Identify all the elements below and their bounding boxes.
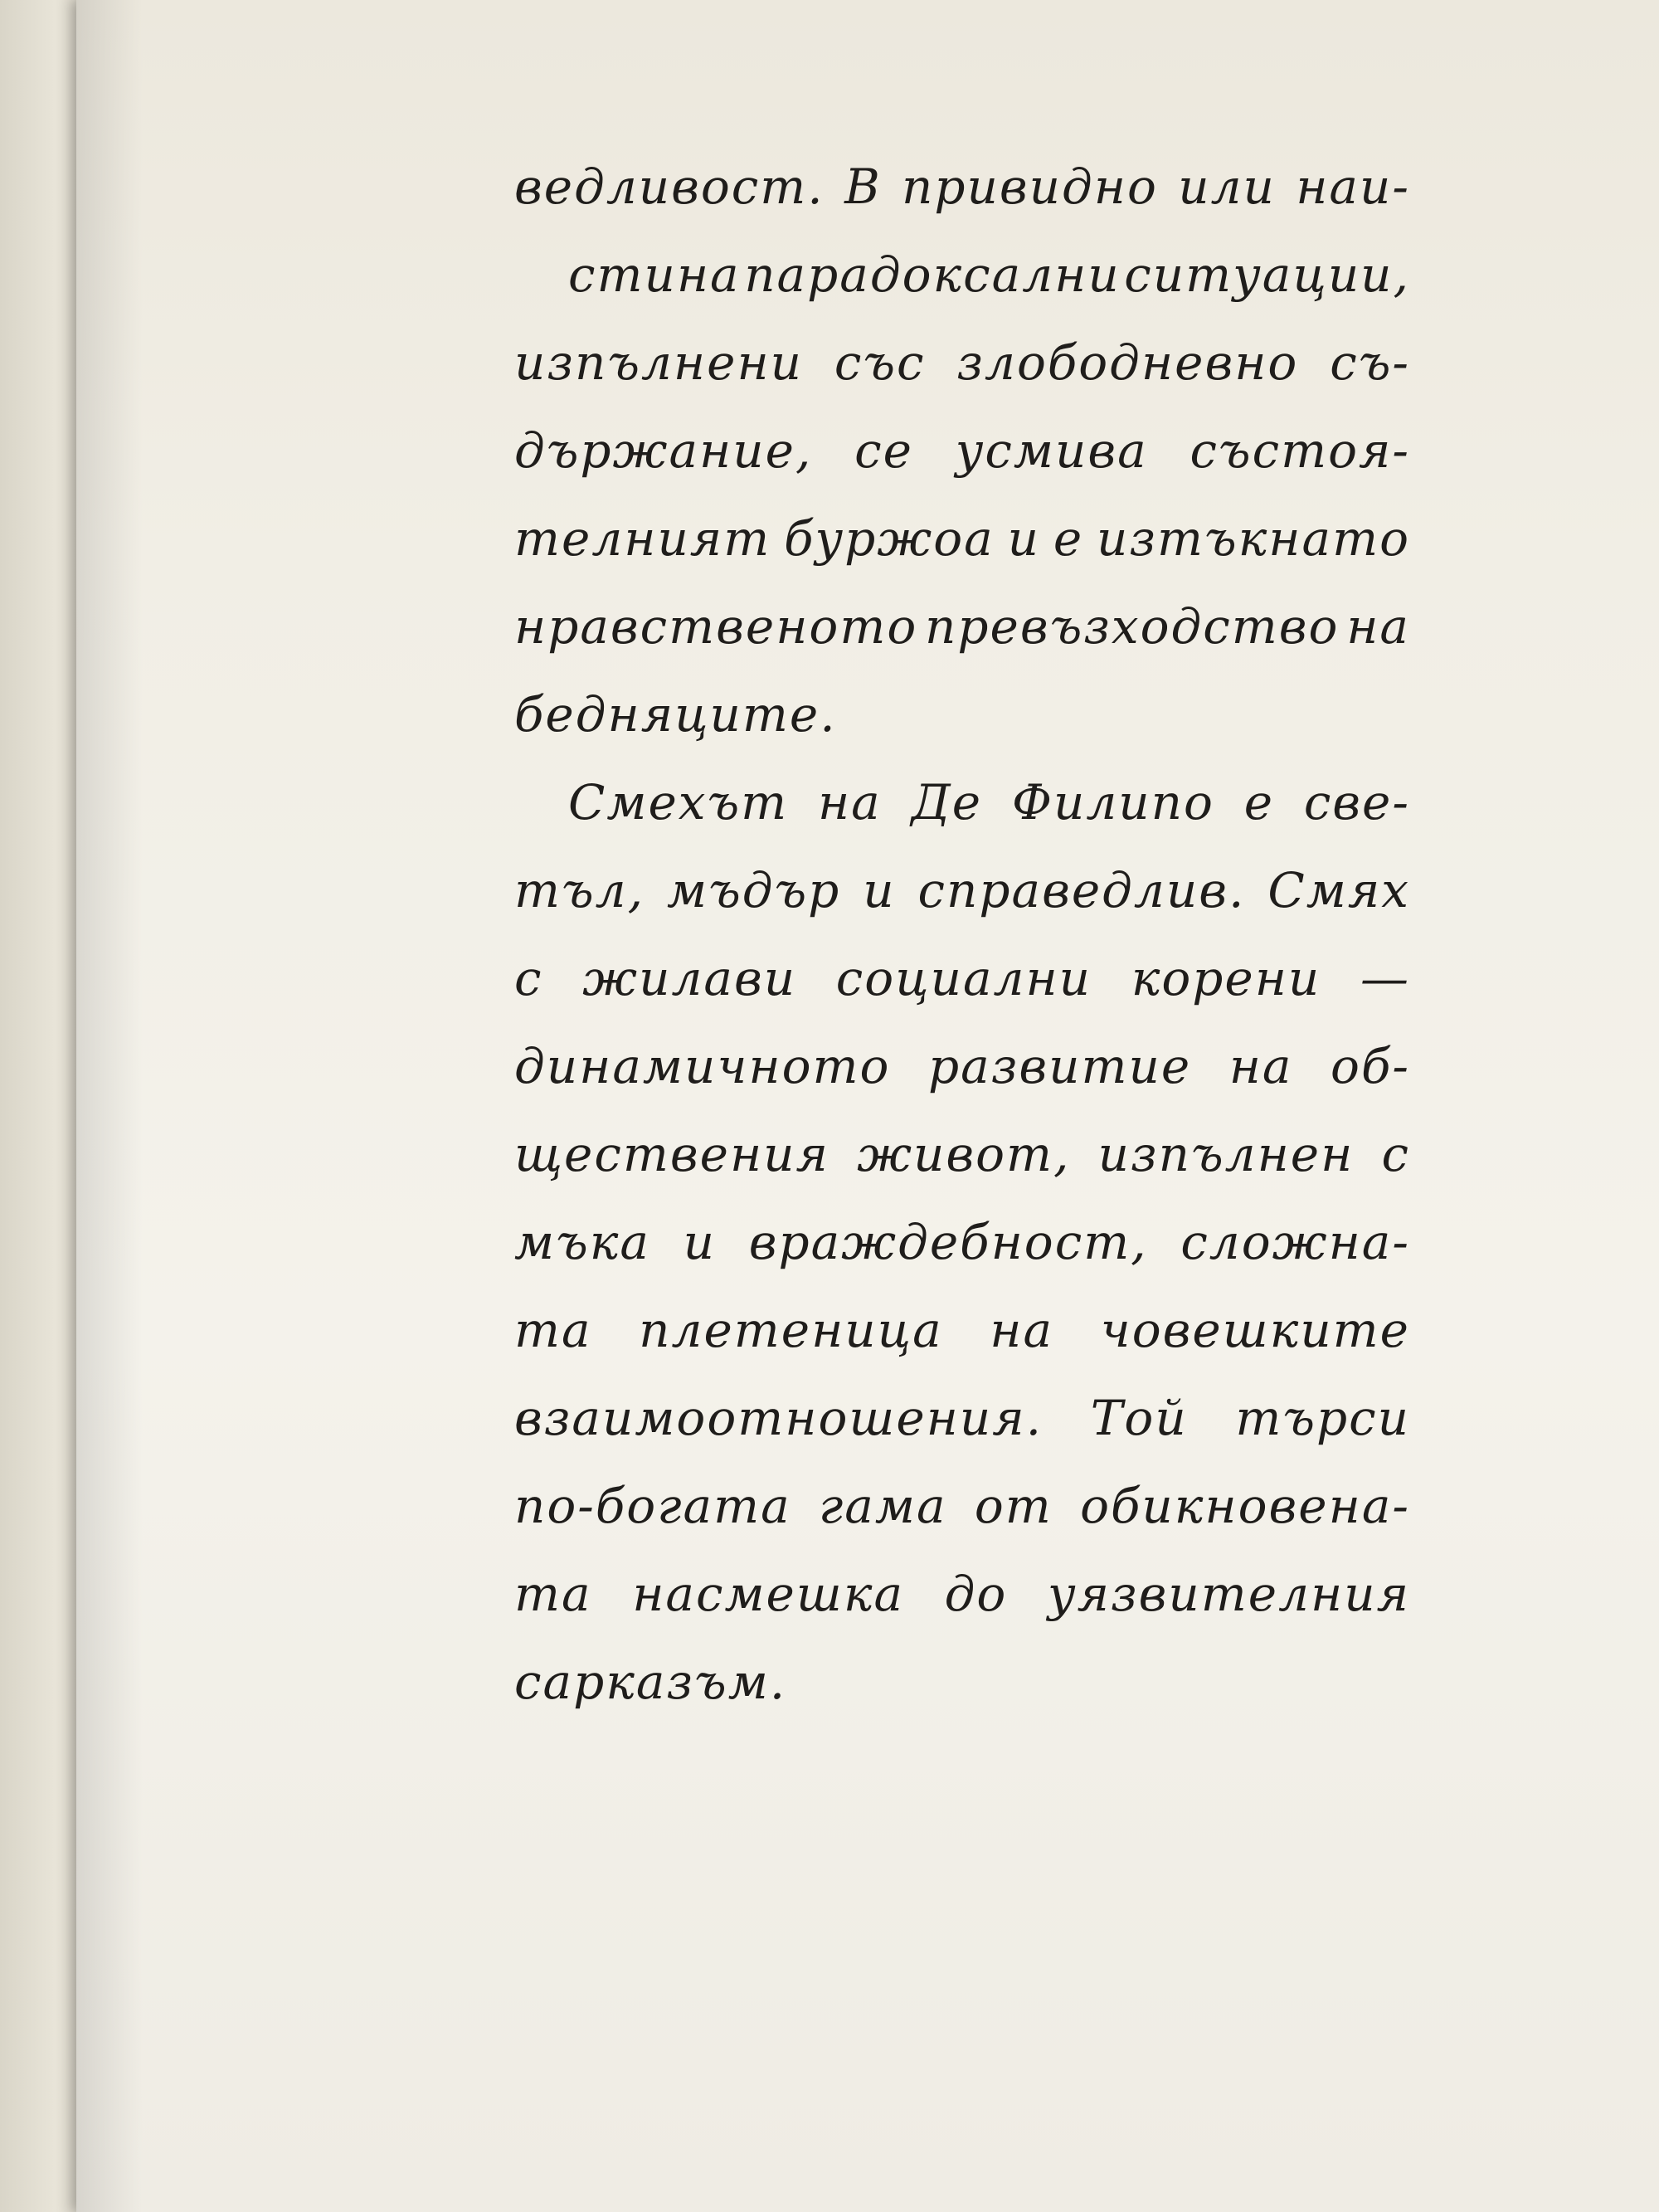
word: мъка (514, 1214, 650, 1270)
word: и (1007, 510, 1040, 567)
word: се (854, 422, 913, 479)
word: телният (514, 510, 771, 567)
word: парадоксални (744, 246, 1121, 303)
text-line (514, 1121, 1410, 1209)
word: е (1243, 774, 1275, 831)
word: — (1360, 950, 1410, 1006)
word: превъзходство (925, 598, 1340, 655)
word: по-богата (514, 1478, 791, 1534)
word: све- (1303, 774, 1410, 831)
text-line: сарказъм. (514, 1654, 787, 1710)
word: и (863, 862, 896, 918)
word: развитие (928, 1038, 1192, 1094)
word: със (834, 334, 926, 391)
word: та (514, 1302, 592, 1358)
word: ществения (514, 1126, 830, 1182)
word: уязвителния (1047, 1566, 1410, 1622)
word: Смях (1267, 862, 1410, 918)
word: Де (911, 774, 983, 831)
word: справедлив. (917, 862, 1246, 918)
text-line (514, 417, 1410, 505)
word: Смехът (568, 774, 789, 831)
word: на (1228, 1038, 1293, 1094)
word: на (990, 1302, 1054, 1358)
paragraph-2 (514, 769, 1410, 1737)
word: привидно (902, 158, 1158, 215)
word: плетеница (639, 1302, 943, 1358)
word: мъдър (666, 862, 841, 918)
word: до (944, 1566, 1008, 1622)
text-line (514, 241, 1410, 329)
word: нравственото (514, 598, 918, 655)
word: съ- (1330, 334, 1410, 391)
text-line (514, 1385, 1410, 1473)
text-line (514, 1561, 1410, 1649)
word: с (1381, 1126, 1410, 1182)
word: буржоа (784, 510, 995, 567)
word: търси (1235, 1390, 1410, 1446)
word: ситуации, (1124, 246, 1410, 303)
word: сложна- (1180, 1214, 1410, 1270)
word: живот, (857, 1126, 1071, 1182)
word: човешките (1100, 1302, 1410, 1358)
word: е (1053, 510, 1084, 567)
word: или (1178, 158, 1276, 215)
text-line (514, 857, 1410, 945)
text-line (514, 1209, 1410, 1297)
word: гама (818, 1478, 947, 1534)
word: държание, (514, 422, 813, 479)
text-line (514, 153, 1410, 241)
word: враждебност, (748, 1214, 1148, 1270)
page-shadow (76, 0, 143, 2212)
word: изтъкнато (1097, 510, 1410, 567)
word: насмешка (632, 1566, 905, 1622)
text-line (514, 1297, 1410, 1385)
word: Той (1090, 1390, 1188, 1446)
word: на (1346, 598, 1410, 655)
word: взаимоотношения. (514, 1390, 1044, 1446)
word: стина (568, 246, 741, 303)
word: злободневно (956, 334, 1299, 391)
word: жилави (582, 950, 797, 1006)
body-text (514, 153, 1410, 1737)
word: динамичното (514, 1038, 891, 1094)
text-line (514, 1033, 1410, 1121)
text-line (514, 769, 1410, 857)
word: с (514, 950, 543, 1006)
word: усмива (955, 422, 1148, 479)
word: изпълнен (1097, 1126, 1355, 1182)
word: тъл, (514, 862, 645, 918)
word: състоя- (1190, 422, 1410, 479)
word: социални (835, 950, 1092, 1006)
paragraph-1 (514, 153, 1410, 769)
text-line: бедняците. (514, 686, 837, 743)
word: наи- (1296, 158, 1410, 215)
word: корени (1131, 950, 1321, 1006)
word: та (514, 1566, 592, 1622)
text-line (514, 505, 1410, 593)
word: от (974, 1478, 1053, 1534)
text-line (514, 1473, 1410, 1561)
word: В (844, 158, 882, 215)
text-line (514, 329, 1410, 417)
word: обикновена- (1080, 1478, 1410, 1534)
text-line (514, 593, 1410, 681)
word: и (683, 1214, 717, 1270)
word: об- (1331, 1038, 1410, 1094)
word: Филипо (1011, 774, 1214, 831)
word: ведливост. (514, 158, 825, 215)
word: изпълнени (514, 334, 804, 391)
text-line (514, 945, 1410, 1033)
word: на (817, 774, 882, 831)
